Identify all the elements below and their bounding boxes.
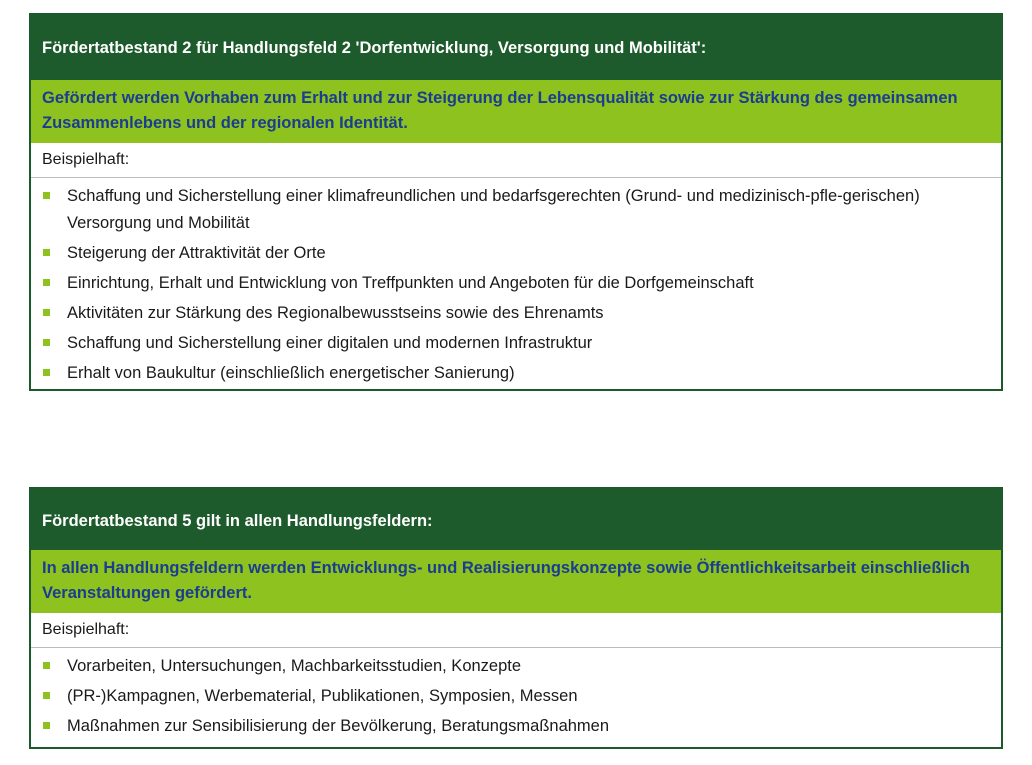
box-subheading: Beispielhaft: — [31, 613, 1001, 648]
list-item — [31, 270, 1001, 297]
list-item — [31, 300, 1001, 327]
bullet-list — [31, 648, 1001, 740]
list-item-text: Vorarbeiten, Untersuchungen, Machbarkeitsstudien, Konzepte — [67, 657, 522, 675]
list-item-text: Schaffung und Sicherstellung einer digitalen und modernen Infrastruktur — [67, 334, 593, 352]
square-bullet-icon — [43, 722, 50, 729]
funding-box-5 — [29, 487, 1003, 749]
square-bullet-icon — [43, 662, 50, 669]
list-item-text: Steigerung der Attraktivität der Orte — [67, 244, 326, 262]
box-lead-text: Gefördert werden Vorhaben zum Erhalt und zur Steigerung der Lebensqualität sowie zur Stärkung des gemeinsamen Zusammenlebens und der regionalen Identität. — [31, 80, 1001, 143]
list-item-text: Schaffung und Sicherstellung einer klimafreundlichen und bedarfsgerechten (Grund- und medizinisch-pfle-gerischen) Versorgung und Mobilität — [67, 187, 920, 232]
list-item — [31, 330, 1001, 357]
list-item-text: (PR-)Kampagnen, Werbematerial, Publikationen, Symposien, Messen — [67, 687, 578, 705]
list-item-text: Aktivitäten zur Stärkung des Regionalbewusstseins sowie des Ehrenamts — [67, 304, 604, 322]
list-item-text: Einrichtung, Erhalt und Entwicklung von Treffpunkten und Angeboten für die Dorfgemeinschaft — [67, 274, 754, 292]
box-header: Fördertatbestand 5 gilt in allen Handlungsfeldern: — [31, 489, 1001, 550]
list-item-text: Maßnahmen zur Sensibilisierung der Bevölkerung, Beratungsmaßnahmen — [67, 717, 610, 735]
list-item — [31, 683, 1001, 710]
list-item-text: Erhalt von Baukultur (einschließlich energetischer Sanierung) — [67, 364, 515, 382]
square-bullet-icon — [43, 692, 50, 699]
square-bullet-icon — [43, 279, 50, 286]
square-bullet-icon — [43, 369, 50, 376]
list-item — [31, 240, 1001, 267]
list-item — [31, 183, 1001, 237]
square-bullet-icon — [43, 309, 50, 316]
square-bullet-icon — [43, 192, 50, 199]
list-item — [31, 360, 1001, 387]
bullet-list — [31, 178, 1001, 387]
list-item — [31, 713, 1001, 740]
list-item — [31, 653, 1001, 680]
square-bullet-icon — [43, 339, 50, 346]
box-subheading: Beispielhaft: — [31, 143, 1001, 178]
funding-box-2 — [29, 13, 1003, 391]
square-bullet-icon — [43, 249, 50, 256]
box-lead-text: In allen Handlungsfeldern werden Entwicklungs- und Realisierungskonzepte sowie Öffentlichkeitsarbeit einschließlich Veranstaltungen gefördert. — [31, 550, 1001, 613]
box-header: Fördertatbestand 2 für Handlungsfeld 2 'Dorfentwicklung, Versorgung und Mobilität': — [31, 15, 1001, 80]
